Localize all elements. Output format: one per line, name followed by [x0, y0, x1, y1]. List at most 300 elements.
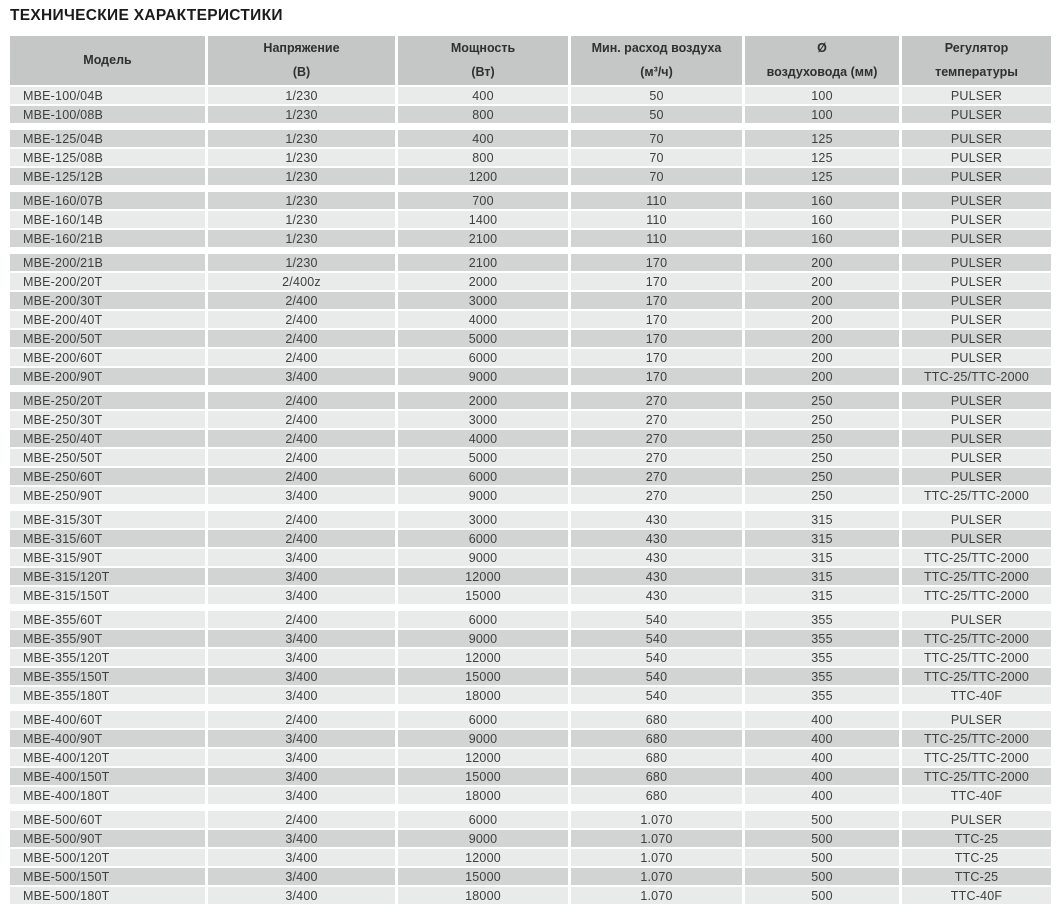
- cell-regulator: TTC-25/TTC-2000: [902, 487, 1051, 504]
- table-row: [10, 192, 1051, 209]
- cell-voltage: 3/400: [208, 849, 395, 866]
- cell-model: MBE-500/90T: [10, 830, 205, 847]
- cell-power: 2000: [398, 273, 568, 290]
- cell-airflow: 270: [571, 487, 742, 504]
- cell-airflow: 110: [571, 230, 742, 247]
- cell-model: MBE-500/60T: [10, 811, 205, 828]
- table-row: [10, 830, 1051, 847]
- cell-diameter: 355: [745, 630, 899, 647]
- cell-diameter: 500: [745, 868, 899, 885]
- cell-airflow: 430: [571, 568, 742, 585]
- cell-power: 6000: [398, 468, 568, 485]
- model-group-mbe-355: [10, 611, 1051, 704]
- cell-power: 3000: [398, 292, 568, 309]
- cell-power: 6000: [398, 811, 568, 828]
- table-row: [10, 330, 1051, 347]
- model-group-mbe-200: [10, 254, 1051, 385]
- cell-regulator: TTC-25/TTC-2000: [902, 587, 1051, 604]
- table-body: [10, 87, 1051, 904]
- cell-power: 400: [398, 87, 568, 104]
- column-header-line: Мощность: [450, 41, 516, 56]
- cell-voltage: 3/400: [208, 549, 395, 566]
- page-title: ТЕХНИЧЕСКИЕ ХАРАКТЕРИСТИКИ: [10, 7, 283, 24]
- cell-airflow: 680: [571, 730, 742, 747]
- cell-regulator: TTC-40F: [902, 887, 1051, 904]
- column-header-airflow: [571, 36, 742, 85]
- column-header-line: Модель: [83, 52, 132, 67]
- cell-diameter: 500: [745, 830, 899, 847]
- table-row: [10, 649, 1051, 666]
- cell-model: MBE-200/60T: [10, 349, 205, 366]
- cell-regulator: PULSER: [902, 273, 1051, 290]
- cell-diameter: 160: [745, 211, 899, 228]
- cell-regulator: TTC-25/TTC-2000: [902, 568, 1051, 585]
- cell-regulator: PULSER: [902, 711, 1051, 728]
- cell-voltage: 2/400: [208, 530, 395, 547]
- cell-diameter: 125: [745, 168, 899, 185]
- cell-voltage: 1/230: [208, 211, 395, 228]
- cell-voltage: 2/400: [208, 711, 395, 728]
- cell-power: 9000: [398, 730, 568, 747]
- cell-model: MBE-160/07B: [10, 192, 205, 209]
- cell-model: MBE-315/30T: [10, 511, 205, 528]
- cell-model: MBE-100/08B: [10, 106, 205, 123]
- cell-model: MBE-200/20T: [10, 273, 205, 290]
- cell-voltage: 3/400: [208, 668, 395, 685]
- cell-regulator: TTC-25/TTC-2000: [902, 730, 1051, 747]
- cell-voltage: 3/400: [208, 749, 395, 766]
- cell-regulator: TTC-25: [902, 849, 1051, 866]
- cell-diameter: 200: [745, 330, 899, 347]
- cell-model: MBE-400/90T: [10, 730, 205, 747]
- cell-diameter: 250: [745, 449, 899, 466]
- cell-model: MBE-400/180T: [10, 787, 205, 804]
- cell-model: MBE-315/90T: [10, 549, 205, 566]
- cell-model: MBE-125/08B: [10, 149, 205, 166]
- cell-model: MBE-250/50T: [10, 449, 205, 466]
- column-header-line: Напряжение: [263, 41, 340, 56]
- cell-regulator: PULSER: [902, 468, 1051, 485]
- cell-regulator: PULSER: [902, 106, 1051, 123]
- cell-airflow: 170: [571, 349, 742, 366]
- cell-regulator: PULSER: [902, 211, 1051, 228]
- table-row: [10, 568, 1051, 585]
- cell-model: MBE-100/04B: [10, 87, 205, 104]
- table-row: [10, 811, 1051, 828]
- cell-airflow: 170: [571, 330, 742, 347]
- cell-airflow: 70: [571, 149, 742, 166]
- table-row: [10, 411, 1051, 428]
- cell-voltage: 3/400: [208, 487, 395, 504]
- table-row: [10, 149, 1051, 166]
- cell-diameter: 315: [745, 587, 899, 604]
- column-header-line: воздуховода (мм): [766, 64, 878, 79]
- cell-regulator: TTC-25/TTC-2000: [902, 668, 1051, 685]
- table-row: [10, 511, 1051, 528]
- cell-power: 12000: [398, 849, 568, 866]
- cell-airflow: 430: [571, 549, 742, 566]
- cell-voltage: 2/400: [208, 349, 395, 366]
- table-row: [10, 587, 1051, 604]
- column-header-model: [10, 36, 205, 85]
- cell-power: 6000: [398, 349, 568, 366]
- table-row: [10, 768, 1051, 785]
- cell-diameter: 250: [745, 468, 899, 485]
- cell-airflow: 540: [571, 668, 742, 685]
- cell-airflow: 70: [571, 168, 742, 185]
- cell-diameter: 315: [745, 568, 899, 585]
- cell-power: 2100: [398, 254, 568, 271]
- cell-model: MBE-250/20T: [10, 392, 205, 409]
- column-header-line: Ø: [817, 41, 827, 56]
- model-group-mbe-315: [10, 511, 1051, 604]
- cell-voltage: 1/230: [208, 130, 395, 147]
- cell-diameter: 355: [745, 687, 899, 704]
- cell-power: 6000: [398, 530, 568, 547]
- cell-model: MBE-200/21B: [10, 254, 205, 271]
- cell-power: 5000: [398, 449, 568, 466]
- cell-model: MBE-500/120T: [10, 849, 205, 866]
- cell-voltage: 2/400z: [208, 273, 395, 290]
- cell-voltage: 2/400: [208, 449, 395, 466]
- cell-regulator: TTC-25/TTC-2000: [902, 630, 1051, 647]
- cell-model: MBE-125/04B: [10, 130, 205, 147]
- model-group-mbe-125: [10, 130, 1051, 185]
- column-header-voltage: [208, 36, 395, 85]
- cell-regulator: PULSER: [902, 411, 1051, 428]
- cell-diameter: 200: [745, 273, 899, 290]
- table-row: [10, 392, 1051, 409]
- cell-power: 6000: [398, 611, 568, 628]
- cell-diameter: 500: [745, 887, 899, 904]
- cell-regulator: TTC-40F: [902, 687, 1051, 704]
- cell-regulator: TTC-25: [902, 868, 1051, 885]
- cell-power: 15000: [398, 868, 568, 885]
- cell-voltage: 2/400: [208, 611, 395, 628]
- cell-model: MBE-200/40T: [10, 311, 205, 328]
- cell-airflow: 270: [571, 392, 742, 409]
- cell-airflow: 540: [571, 630, 742, 647]
- cell-regulator: PULSER: [902, 430, 1051, 447]
- cell-airflow: 1.070: [571, 887, 742, 904]
- cell-model: MBE-355/180T: [10, 687, 205, 704]
- cell-model: MBE-400/150T: [10, 768, 205, 785]
- table-header-row: [10, 36, 1051, 85]
- cell-voltage: 3/400: [208, 568, 395, 585]
- cell-voltage: 1/230: [208, 168, 395, 185]
- cell-diameter: 355: [745, 668, 899, 685]
- cell-airflow: 170: [571, 368, 742, 385]
- cell-regulator: TTC-25/TTC-2000: [902, 649, 1051, 666]
- cell-power: 700: [398, 192, 568, 209]
- cell-diameter: 250: [745, 411, 899, 428]
- cell-diameter: 125: [745, 130, 899, 147]
- cell-model: MBE-200/90T: [10, 368, 205, 385]
- cell-airflow: 430: [571, 511, 742, 528]
- cell-model: MBE-315/120T: [10, 568, 205, 585]
- cell-airflow: 540: [571, 611, 742, 628]
- cell-diameter: 400: [745, 768, 899, 785]
- cell-diameter: 500: [745, 811, 899, 828]
- cell-power: 2000: [398, 392, 568, 409]
- cell-diameter: 200: [745, 292, 899, 309]
- table-row: [10, 368, 1051, 385]
- cell-diameter: 400: [745, 749, 899, 766]
- cell-power: 1400: [398, 211, 568, 228]
- cell-diameter: 200: [745, 368, 899, 385]
- column-header-power: [398, 36, 568, 85]
- table-row: [10, 130, 1051, 147]
- cell-power: 1200: [398, 168, 568, 185]
- cell-diameter: 315: [745, 511, 899, 528]
- cell-regulator: TTC-25/TTC-2000: [902, 368, 1051, 385]
- cell-diameter: 400: [745, 730, 899, 747]
- cell-regulator: PULSER: [902, 292, 1051, 309]
- cell-power: 12000: [398, 649, 568, 666]
- cell-model: MBE-355/120T: [10, 649, 205, 666]
- cell-airflow: 680: [571, 711, 742, 728]
- table-row: [10, 887, 1051, 904]
- cell-model: MBE-315/60T: [10, 530, 205, 547]
- cell-regulator: TTC-40F: [902, 787, 1051, 804]
- model-group-mbe-160: [10, 192, 1051, 247]
- cell-power: 15000: [398, 768, 568, 785]
- cell-voltage: 2/400: [208, 511, 395, 528]
- cell-power: 800: [398, 149, 568, 166]
- table-row: [10, 349, 1051, 366]
- cell-power: 9000: [398, 487, 568, 504]
- cell-power: 9000: [398, 630, 568, 647]
- cell-airflow: 1.070: [571, 868, 742, 885]
- column-header-line: температуры: [935, 64, 1018, 79]
- cell-regulator: PULSER: [902, 149, 1051, 166]
- cell-model: MBE-160/14B: [10, 211, 205, 228]
- cell-regulator: PULSER: [902, 811, 1051, 828]
- cell-airflow: 110: [571, 192, 742, 209]
- cell-diameter: 200: [745, 349, 899, 366]
- cell-voltage: 3/400: [208, 787, 395, 804]
- cell-regulator: PULSER: [902, 530, 1051, 547]
- table-row: [10, 106, 1051, 123]
- cell-airflow: 430: [571, 587, 742, 604]
- cell-diameter: 355: [745, 649, 899, 666]
- column-header-line: Мин. расход воздуха: [591, 41, 722, 56]
- cell-power: 12000: [398, 749, 568, 766]
- table-row: [10, 211, 1051, 228]
- cell-airflow: 270: [571, 411, 742, 428]
- cell-model: MBE-355/60T: [10, 611, 205, 628]
- table-row: [10, 868, 1051, 885]
- cell-regulator: PULSER: [902, 130, 1051, 147]
- cell-power: 3000: [398, 411, 568, 428]
- cell-regulator: TTC-25/TTC-2000: [902, 549, 1051, 566]
- cell-airflow: 270: [571, 449, 742, 466]
- table-row: [10, 549, 1051, 566]
- cell-voltage: 3/400: [208, 768, 395, 785]
- cell-voltage: 2/400: [208, 311, 395, 328]
- cell-airflow: 270: [571, 430, 742, 447]
- cell-regulator: PULSER: [902, 311, 1051, 328]
- cell-voltage: 1/230: [208, 254, 395, 271]
- cell-voltage: 2/400: [208, 430, 395, 447]
- cell-diameter: 200: [745, 311, 899, 328]
- table-row: [10, 711, 1051, 728]
- cell-regulator: PULSER: [902, 87, 1051, 104]
- cell-power: 4000: [398, 311, 568, 328]
- cell-airflow: 170: [571, 254, 742, 271]
- cell-power: 12000: [398, 568, 568, 585]
- cell-voltage: 1/230: [208, 192, 395, 209]
- cell-model: MBE-250/40T: [10, 430, 205, 447]
- cell-voltage: 2/400: [208, 330, 395, 347]
- cell-regulator: PULSER: [902, 168, 1051, 185]
- cell-airflow: 270: [571, 468, 742, 485]
- table-row: [10, 611, 1051, 628]
- table-row: [10, 530, 1051, 547]
- cell-voltage: 3/400: [208, 730, 395, 747]
- cell-diameter: 500: [745, 849, 899, 866]
- cell-voltage: 3/400: [208, 587, 395, 604]
- cell-regulator: PULSER: [902, 330, 1051, 347]
- cell-model: MBE-250/60T: [10, 468, 205, 485]
- cell-power: 9000: [398, 549, 568, 566]
- table-row: [10, 449, 1051, 466]
- cell-airflow: 70: [571, 130, 742, 147]
- cell-power: 800: [398, 106, 568, 123]
- cell-airflow: 1.070: [571, 849, 742, 866]
- cell-model: MBE-400/60T: [10, 711, 205, 728]
- cell-airflow: 540: [571, 687, 742, 704]
- column-header-diameter: [745, 36, 899, 85]
- column-header-line: Регулятор: [944, 41, 1009, 56]
- cell-power: 18000: [398, 887, 568, 904]
- cell-diameter: 100: [745, 87, 899, 104]
- cell-power: 15000: [398, 587, 568, 604]
- table-row: [10, 430, 1051, 447]
- column-header-regulator: [902, 36, 1051, 85]
- table-row: [10, 687, 1051, 704]
- cell-airflow: 1.070: [571, 811, 742, 828]
- cell-voltage: 2/400: [208, 392, 395, 409]
- table-row: [10, 230, 1051, 247]
- table-row: [10, 730, 1051, 747]
- model-group-mbe-400: [10, 711, 1051, 804]
- cell-diameter: 315: [745, 530, 899, 547]
- cell-diameter: 160: [745, 192, 899, 209]
- cell-diameter: 355: [745, 611, 899, 628]
- table-row: [10, 787, 1051, 804]
- cell-diameter: 160: [745, 230, 899, 247]
- cell-airflow: 170: [571, 292, 742, 309]
- cell-regulator: PULSER: [902, 511, 1051, 528]
- cell-power: 4000: [398, 430, 568, 447]
- cell-diameter: 100: [745, 106, 899, 123]
- cell-voltage: 3/400: [208, 887, 395, 904]
- cell-model: MBE-500/180T: [10, 887, 205, 904]
- cell-airflow: 540: [571, 649, 742, 666]
- cell-diameter: 200: [745, 254, 899, 271]
- cell-voltage: 3/400: [208, 368, 395, 385]
- cell-airflow: 50: [571, 106, 742, 123]
- cell-voltage: 3/400: [208, 687, 395, 704]
- cell-airflow: 170: [571, 273, 742, 290]
- cell-power: 18000: [398, 687, 568, 704]
- cell-regulator: PULSER: [902, 611, 1051, 628]
- cell-power: 5000: [398, 330, 568, 347]
- table-row: [10, 468, 1051, 485]
- cell-airflow: 680: [571, 787, 742, 804]
- table-row: [10, 273, 1051, 290]
- cell-power: 2100: [398, 230, 568, 247]
- cell-diameter: 250: [745, 487, 899, 504]
- cell-model: MBE-250/30T: [10, 411, 205, 428]
- cell-voltage: 1/230: [208, 106, 395, 123]
- cell-diameter: 315: [745, 549, 899, 566]
- cell-model: MBE-200/50T: [10, 330, 205, 347]
- cell-model: MBE-315/150T: [10, 587, 205, 604]
- table-row: [10, 487, 1051, 504]
- column-header-line: (В): [292, 64, 311, 79]
- cell-power: 400: [398, 130, 568, 147]
- cell-voltage: 2/400: [208, 411, 395, 428]
- cell-model: MBE-125/12B: [10, 168, 205, 185]
- cell-power: 9000: [398, 830, 568, 847]
- model-group-mbe-250: [10, 392, 1051, 504]
- cell-regulator: TTC-25/TTC-2000: [902, 749, 1051, 766]
- table-row: [10, 849, 1051, 866]
- cell-regulator: PULSER: [902, 192, 1051, 209]
- cell-airflow: 1.070: [571, 830, 742, 847]
- cell-diameter: 125: [745, 149, 899, 166]
- table-row: [10, 749, 1051, 766]
- cell-diameter: 250: [745, 430, 899, 447]
- cell-regulator: TTC-25/TTC-2000: [902, 768, 1051, 785]
- cell-model: MBE-355/90T: [10, 630, 205, 647]
- cell-voltage: 3/400: [208, 830, 395, 847]
- table-row: [10, 668, 1051, 685]
- cell-model: MBE-250/90T: [10, 487, 205, 504]
- spec-table: [10, 36, 1051, 904]
- cell-airflow: 170: [571, 311, 742, 328]
- cell-airflow: 680: [571, 749, 742, 766]
- table-row: [10, 254, 1051, 271]
- cell-model: MBE-200/30T: [10, 292, 205, 309]
- cell-regulator: PULSER: [902, 230, 1051, 247]
- cell-model: MBE-400/120T: [10, 749, 205, 766]
- cell-airflow: 430: [571, 530, 742, 547]
- cell-airflow: 50: [571, 87, 742, 104]
- cell-voltage: 3/400: [208, 649, 395, 666]
- cell-voltage: 3/400: [208, 868, 395, 885]
- cell-regulator: PULSER: [902, 349, 1051, 366]
- cell-voltage: 2/400: [208, 811, 395, 828]
- cell-regulator: TTC-25: [902, 830, 1051, 847]
- cell-regulator: PULSER: [902, 254, 1051, 271]
- column-header-line: (м³/ч): [640, 64, 673, 79]
- cell-power: 9000: [398, 368, 568, 385]
- cell-voltage: 3/400: [208, 630, 395, 647]
- model-group-mbe-100: [10, 87, 1051, 123]
- cell-model: MBE-160/21B: [10, 230, 205, 247]
- cell-model: MBE-500/150T: [10, 868, 205, 885]
- column-header-line: (Вт): [471, 64, 495, 79]
- model-group-mbe-500: [10, 811, 1051, 904]
- cell-power: 6000: [398, 711, 568, 728]
- table-row: [10, 292, 1051, 309]
- cell-voltage: 2/400: [208, 468, 395, 485]
- cell-diameter: 400: [745, 787, 899, 804]
- cell-airflow: 680: [571, 768, 742, 785]
